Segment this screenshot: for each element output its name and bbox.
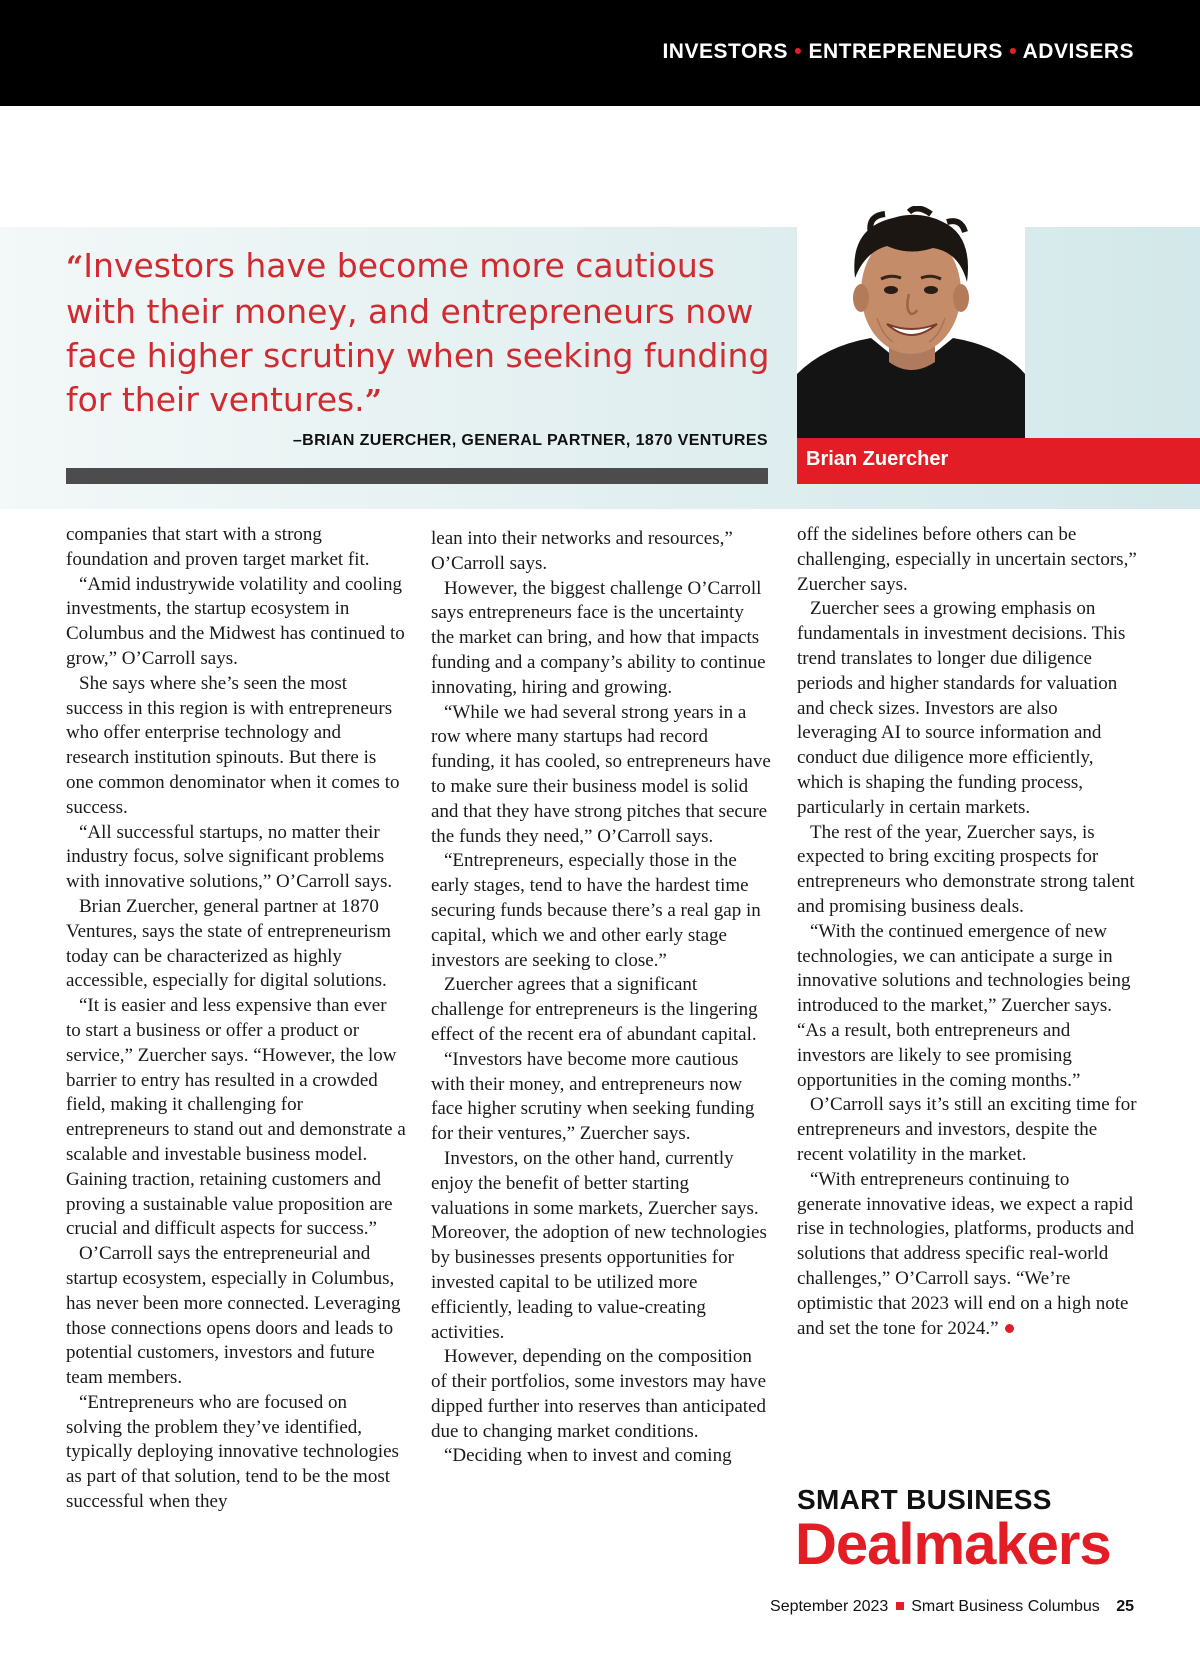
portrait-photo (797, 206, 1025, 438)
pull-quote (66, 244, 778, 424)
paragraph: The rest of the year, Zuercher says, is expected to bring exciting prospects for entrepreneurs who demonstrate strong talent and promising business deals. (797, 821, 1135, 917)
section-labels (662, 40, 1134, 64)
person-portrait-icon (797, 206, 1025, 438)
paragraph: “Deciding when to invest and coming (444, 1445, 732, 1467)
paragraph: “Investors have become more cautious with their money, and entrepreneurs now face higher scrutiny when seeking funding for their ventures,” Zuercher says. (431, 1048, 755, 1145)
paragraph: However, depending on the composition of their portfolios, some investors may have dipped further into reserves than anticipated due to changing market conditions. (431, 1346, 767, 1442)
end-mark-icon (1005, 1324, 1014, 1333)
paragraph: “It is easier and less expensive than ever to start a business or offer a product or service,” Zuercher says. “However, the low barrier to entry has resulted in a crowded field, making it challenging for entrepreneurs to stand out and demonstrate a scalable and investable business model. Gaining traction, retaining customers and proving a sustainable value proposition are crucial and difficult aspects for success.” (66, 995, 406, 1240)
paragraph: O’Carroll says the entrepreneurial and startup ecosystem, especially in Columbus, has never been more connected. Leveraging those connections opens doors and leads to potential customers, investors and future team members. (66, 1243, 401, 1389)
paragraph: “Entrepreneurs who are focused on solving the problem they’ve identified, typically deploying innovative technologies as part of that solution, tend to be the most successful when they (66, 1391, 399, 1513)
footer-publication: Smart Business Columbus (911, 1598, 1100, 1615)
logo-dealmakers: Dealmakers (795, 1512, 1111, 1577)
portrait-name: Brian Zuercher (806, 448, 949, 470)
paragraph: “Entrepreneurs, especially those in the early stages, tend to have the hardest time securing funds because there’s a real gap in capital, which we and other early stage investors are seeking to close.” (431, 850, 761, 971)
page-footer (770, 1598, 1134, 1616)
quote-divider (66, 468, 768, 484)
paragraph: off the sidelines before others can be challenging, especially in uncertain sectors,” Zuercher says. (797, 524, 1137, 595)
paragraph: Investors, on the other hand, currently enjoy the benefit of better starting valuations in some markets, Zuercher says. Moreover, the adoption of new technologies by businesses presents opportunities for invested capital to be utilized more efficiently, leading to value-creating activities. (431, 1147, 767, 1343)
header-bar (0, 0, 1200, 106)
paragraph: However, the biggest challenge O’Carroll says entrepreneurs face is the uncertainty the market can bring, and how that impacts funding and a company’s ability to continue innovating, hiring and growing. (431, 577, 766, 698)
final-paragraph-text: “With entrepreneurs continuing to generate innovative ideas, we expect a rapid rise in technologies, platforms, products and solutions that address specific real-world challenges,” O’Carroll says. “We’re optimistic that 2023 will end on a high note and set the tone for 2024.” (797, 1168, 1135, 1339)
paragraph: O’Carroll says it’s still an exciting time for entrepreneurs and investors, despite the recent volatility in the market. (797, 1094, 1137, 1165)
pull-quote-text: Investors have become more cautious with their money, and entrepreneurs now face higher scrutiny when seeking funding for their ventures. (66, 246, 770, 419)
quote-attribution: –BRIAN ZUERCHER, GENERAL PARTNER, 1870 VENTURES (292, 432, 768, 449)
paragraph: Zuercher sees a growing emphasis on fundamentals in investment decisions. This trend translates to longer due diligence periods and higher standards for valuation and check sizes. Investors are also leveraging AI to source information and conduct due diligence more efficiently, which is shaping the funding process, particularly in certain markets. (797, 598, 1126, 818)
paragraph: companies that start with a strong foundation and proven target market fit. (66, 524, 370, 570)
footer-date: September 2023 (770, 1598, 889, 1615)
section-investors: INVESTORS (662, 40, 788, 63)
paragraph: Zuercher agrees that a significant challenge for entrepreneurs is the lingering effect of the recent era of abundant capital. (431, 974, 758, 1045)
open-quote-mark: “ (66, 250, 84, 285)
paragraph: “While we had several strong years in a row where many startups had record funding, it has cooled, so entrepreneurs have to make sure their business model is solid and that they have strong pitches that secure the funds they need,” O’Carroll says. (431, 701, 771, 847)
article-column-3 (797, 523, 1137, 1341)
paragraph: Brian Zuercher, general partner at 1870 Ventures, says the state of entrepreneurism today can be characterized as highly accessible, especially for digital solutions. (66, 895, 392, 992)
paragraph: She says where she’s seen the most success in this region is with entrepreneurs who offer enterprise technology and research institution spinouts. But there is one common denominator when it comes to success. (66, 672, 400, 818)
page-number: 25 (1116, 1598, 1134, 1615)
section-entrepreneurs: ENTREPRENEURS (808, 40, 1003, 63)
paragraph: “Amid industrywide volatility and cooling investments, the startup ecosystem in Columbus and the Midwest has continued to grow,” O’Carroll says. (66, 573, 405, 669)
separator-dot: • (794, 40, 803, 63)
portrait-name-bar (797, 438, 1200, 484)
paragraph: “All successful startups, no matter their industry focus, solve significant problems with innovative solutions,” O’Carroll says. (66, 821, 393, 893)
close-quote-mark: ” (364, 384, 382, 419)
logo-smart-business: SMART BUSINESS (797, 1484, 1052, 1515)
paragraph: lean into their networks and resources,” O’Carroll says. (431, 528, 733, 574)
separator-dot: • (1009, 40, 1018, 63)
section-advisers: ADVISERS (1022, 40, 1134, 63)
paragraph (797, 1168, 1137, 1342)
article-column-1 (66, 523, 406, 1515)
article-column-2 (431, 527, 771, 1469)
footer-square-icon (896, 1602, 904, 1610)
paragraph: “With the continued emergence of new technologies, we can anticipate a surge in innovative solutions and technologies being introduced to the market,” Zuercher says. “As a result, both entrepreneurs and investors are likely to see promising opportunities in the coming months.” (797, 920, 1131, 1091)
